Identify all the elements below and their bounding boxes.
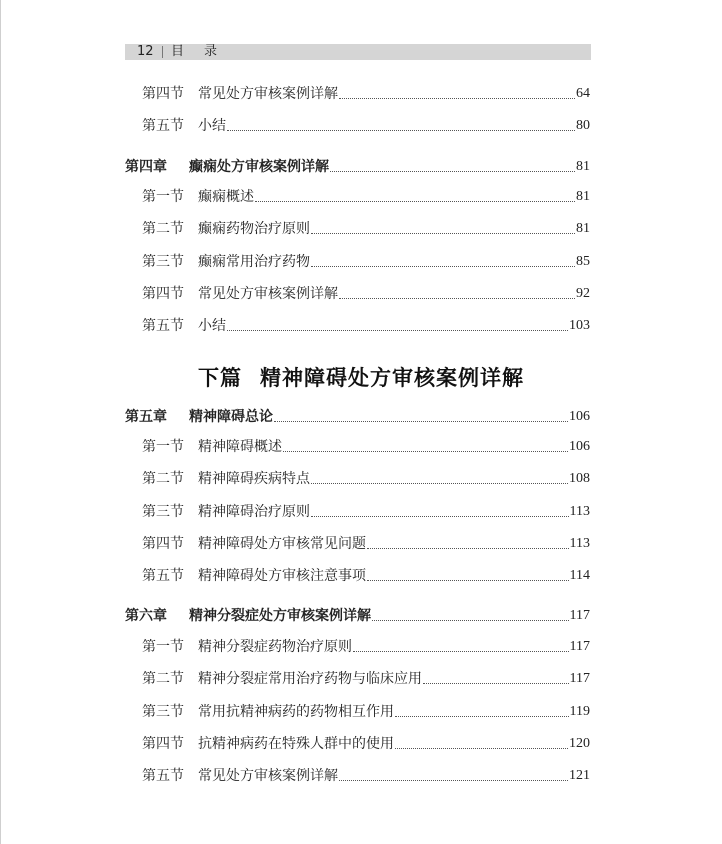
entry-page: 113	[569, 504, 590, 519]
toc-entry[interactable]	[142, 219, 590, 239]
entry-title: 小结	[198, 118, 226, 134]
leader-dots	[283, 451, 568, 452]
leader-dots	[372, 620, 569, 621]
entry-title: 精神障碍疾病特点	[198, 471, 310, 487]
entry-number: 第一节	[142, 189, 184, 205]
entry-number: 第二节	[142, 221, 184, 237]
leader-dots	[367, 548, 569, 549]
entry-title: 精神障碍处方审核注意事项	[198, 568, 366, 584]
toc-chapter[interactable]	[125, 407, 590, 427]
entry-number: 第五节	[142, 568, 184, 584]
leader-dots	[339, 98, 575, 99]
entry-number: 第二节	[142, 671, 184, 687]
entry-number: 第四节	[142, 286, 184, 302]
page-number: 12	[137, 44, 154, 59]
entry-title: 常见处方审核案例详解	[198, 86, 338, 102]
entry-page: 64	[576, 86, 590, 101]
chapter-title: 癫痫处方审核案例详解	[189, 159, 329, 175]
entry-title: 癫痫概述	[198, 189, 254, 205]
leader-dots	[311, 516, 569, 517]
entry-title: 癫痫常用治疗药物	[198, 254, 310, 270]
entry-number: 第四节	[142, 736, 184, 752]
entry-page: 120	[569, 736, 590, 751]
entry-title: 癫痫药物治疗原则	[198, 221, 310, 237]
entry-number: 第三节	[142, 254, 184, 270]
header-title-char-1: 目	[171, 44, 185, 59]
leader-dots	[339, 780, 568, 781]
part-name: 精神障碍处方审核案例详解	[260, 365, 524, 390]
toc-entry[interactable]	[142, 316, 590, 336]
part-title	[0, 362, 722, 392]
entry-page: 85	[576, 254, 590, 269]
leader-dots	[395, 716, 569, 717]
toc-entry[interactable]	[142, 187, 590, 207]
entry-title: 常见处方审核案例详解	[198, 286, 338, 302]
leader-dots	[227, 330, 568, 331]
entry-title: 抗精神病药在特殊人群中的使用	[198, 736, 394, 752]
entry-number: 第四节	[142, 86, 184, 102]
entry-title: 精神分裂症常用治疗药物与临床应用	[198, 671, 422, 687]
entry-page: 108	[569, 471, 590, 486]
leader-dots	[339, 298, 575, 299]
entry-title: 小结	[198, 318, 226, 334]
toc-entry[interactable]	[142, 702, 590, 722]
entry-number: 第二节	[142, 471, 184, 487]
header-title-char-2: 录	[204, 44, 218, 59]
chapter-title: 精神分裂症处方审核案例详解	[189, 608, 371, 624]
entry-page: 92	[576, 286, 590, 301]
entry-title: 常见处方审核案例详解	[198, 768, 338, 784]
toc-entry[interactable]	[142, 284, 590, 304]
entry-page: 81	[576, 221, 590, 236]
leader-dots	[367, 580, 569, 581]
leader-dots	[227, 130, 575, 131]
entry-page: 119	[569, 704, 590, 719]
entry-page: 81	[576, 189, 590, 204]
entry-title: 精神障碍治疗原则	[198, 504, 310, 520]
leader-dots	[255, 201, 575, 202]
chapter-page: 117	[569, 608, 590, 623]
entry-title: 精神障碍概述	[198, 439, 282, 455]
leader-dots	[311, 266, 575, 267]
leader-dots	[395, 748, 568, 749]
entry-page: 117	[569, 671, 590, 686]
leader-dots	[423, 683, 569, 684]
toc-entry[interactable]	[142, 502, 590, 522]
toc-entry[interactable]	[142, 469, 590, 489]
toc-entry[interactable]	[142, 669, 590, 689]
entry-number: 第五节	[142, 318, 184, 334]
toc-entry[interactable]	[142, 84, 590, 104]
entry-number: 第五节	[142, 768, 184, 784]
toc-entry[interactable]	[142, 637, 590, 657]
chapter-page: 106	[569, 409, 590, 424]
toc-chapter[interactable]	[125, 157, 590, 177]
part-label: 下篇	[198, 365, 242, 390]
toc-entry[interactable]	[142, 734, 590, 754]
entry-number: 第一节	[142, 639, 184, 655]
entry-page: 121	[569, 768, 590, 783]
toc-entry[interactable]	[142, 116, 590, 136]
entry-page: 117	[569, 639, 590, 654]
entry-number: 第一节	[142, 439, 184, 455]
chapter-title: 精神障碍总论	[189, 409, 273, 425]
chapter-number: 第五章	[125, 409, 167, 425]
entry-page: 114	[569, 568, 590, 583]
leader-dots	[311, 233, 575, 234]
toc-entry[interactable]	[142, 566, 590, 586]
toc-entry[interactable]	[142, 252, 590, 272]
entry-title: 精神分裂症药物治疗原则	[198, 639, 352, 655]
toc-entry[interactable]	[142, 534, 590, 554]
entry-title: 常用抗精神病药的药物相互作用	[198, 704, 394, 720]
chapter-page: 81	[576, 159, 590, 174]
leader-dots	[353, 651, 569, 652]
entry-number: 第三节	[142, 704, 184, 720]
entry-title: 精神障碍处方审核常见问题	[198, 536, 366, 552]
leader-dots	[330, 171, 575, 172]
entry-page: 103	[569, 318, 590, 333]
toc-entry[interactable]	[142, 437, 590, 457]
entry-page: 113	[569, 536, 590, 551]
toc-chapter[interactable]	[125, 606, 590, 626]
entry-number: 第三节	[142, 504, 184, 520]
chapter-number: 第四章	[125, 159, 167, 175]
chapter-number: 第六章	[125, 608, 167, 624]
toc-entry[interactable]	[142, 766, 590, 786]
entry-number: 第五节	[142, 118, 184, 134]
entry-page: 80	[576, 118, 590, 133]
leader-dots	[274, 421, 568, 422]
entry-page: 106	[569, 439, 590, 454]
entry-number: 第四节	[142, 536, 184, 552]
leader-dots	[311, 483, 568, 484]
